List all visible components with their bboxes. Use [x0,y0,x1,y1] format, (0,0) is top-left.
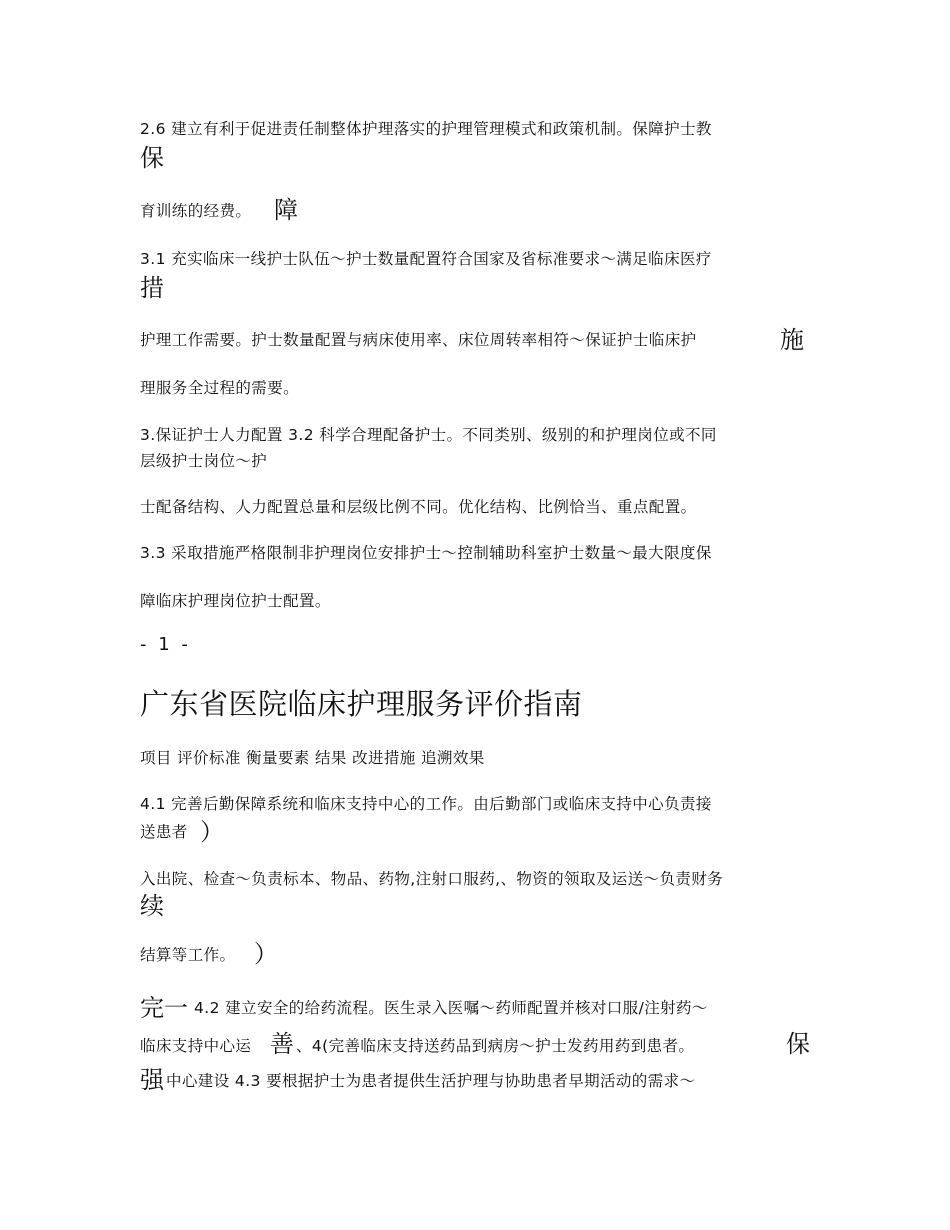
margin-char: ） [254,940,278,968]
text-line: 理服务全过程的需要。 [140,379,300,397]
page-number: - 1 - [140,634,191,655]
text-line: 3.保证护士人力配置 3.2 科学合理配备护士。不同类别、级别的和护理岗位或不同 [140,426,717,444]
margin-char: 完一 [140,994,188,1022]
text-line: 入出院、检查～负责标本、物品、药物,注射口服药,、物资的领取及运送～负责财务 [140,870,724,888]
text-line: 士配备结构、人力配置总量和层级比例不同。优化结构、比例恰当、重点配置。 [140,498,697,516]
table-header-row: 项目 评价标准 衡量要素 结果 改进措施 追溯效果 [140,749,485,767]
margin-char: ） [200,818,224,846]
text-line: 、4(完善临床支持送药品到病房～护士发药用药到患者。 [296,1037,695,1055]
text-line: 层级护士岗位～护 [140,452,268,470]
text-line: 障临床护理岗位护士配置。 [140,592,331,610]
text-line: 育训练的经费。 [140,202,252,220]
margin-char: 强 [140,1066,164,1094]
text-line: 3.3 采取措施严格限制非护理岗位安排护士～控制辅助科室护士数量～最大限度保 [140,544,712,562]
margin-char: 措 [140,274,164,302]
margin-char: 施 [780,326,804,354]
margin-char: 续 [140,892,164,920]
section-title: 广东省医院临床护理服务评价指南 [140,687,583,721]
text-line: 4.2 建立安全的给药流程。医生录入医嘱～药师配置并核对口服/注射药～ [194,999,708,1017]
margin-char: 保 [140,144,164,172]
margin-char: 保 [786,1030,810,1058]
margin-char: 障 [274,196,298,224]
margin-char: 善 [270,1030,294,1058]
text-line: 2.6 建立有利于促进责任制整体护理落实的护理管理模式和政策机制。保障护士教 [140,120,712,138]
text-line: 中心建设 4.3 要根据护士为患者提供生活护理与协助患者早期活动的需求～ [166,1072,696,1090]
text-line: 4.1 完善后勤保障系统和临床支持中心的工作。由后勤部门或临床支持中心负责接 [140,795,712,813]
text-line: 送患者 [140,823,188,841]
text-line: 结算等工作。 [140,946,236,964]
text-line: 护理工作需要。护士数量配置与病床使用率、床位周转率相符～保证护士临床护 [140,331,697,349]
text-line: 临床支持中心运 [140,1037,252,1055]
text-line: 3.1 充实临床一线护士队伍～护士数量配置符合国家及省标准要求～满足临床医疗 [140,250,712,268]
